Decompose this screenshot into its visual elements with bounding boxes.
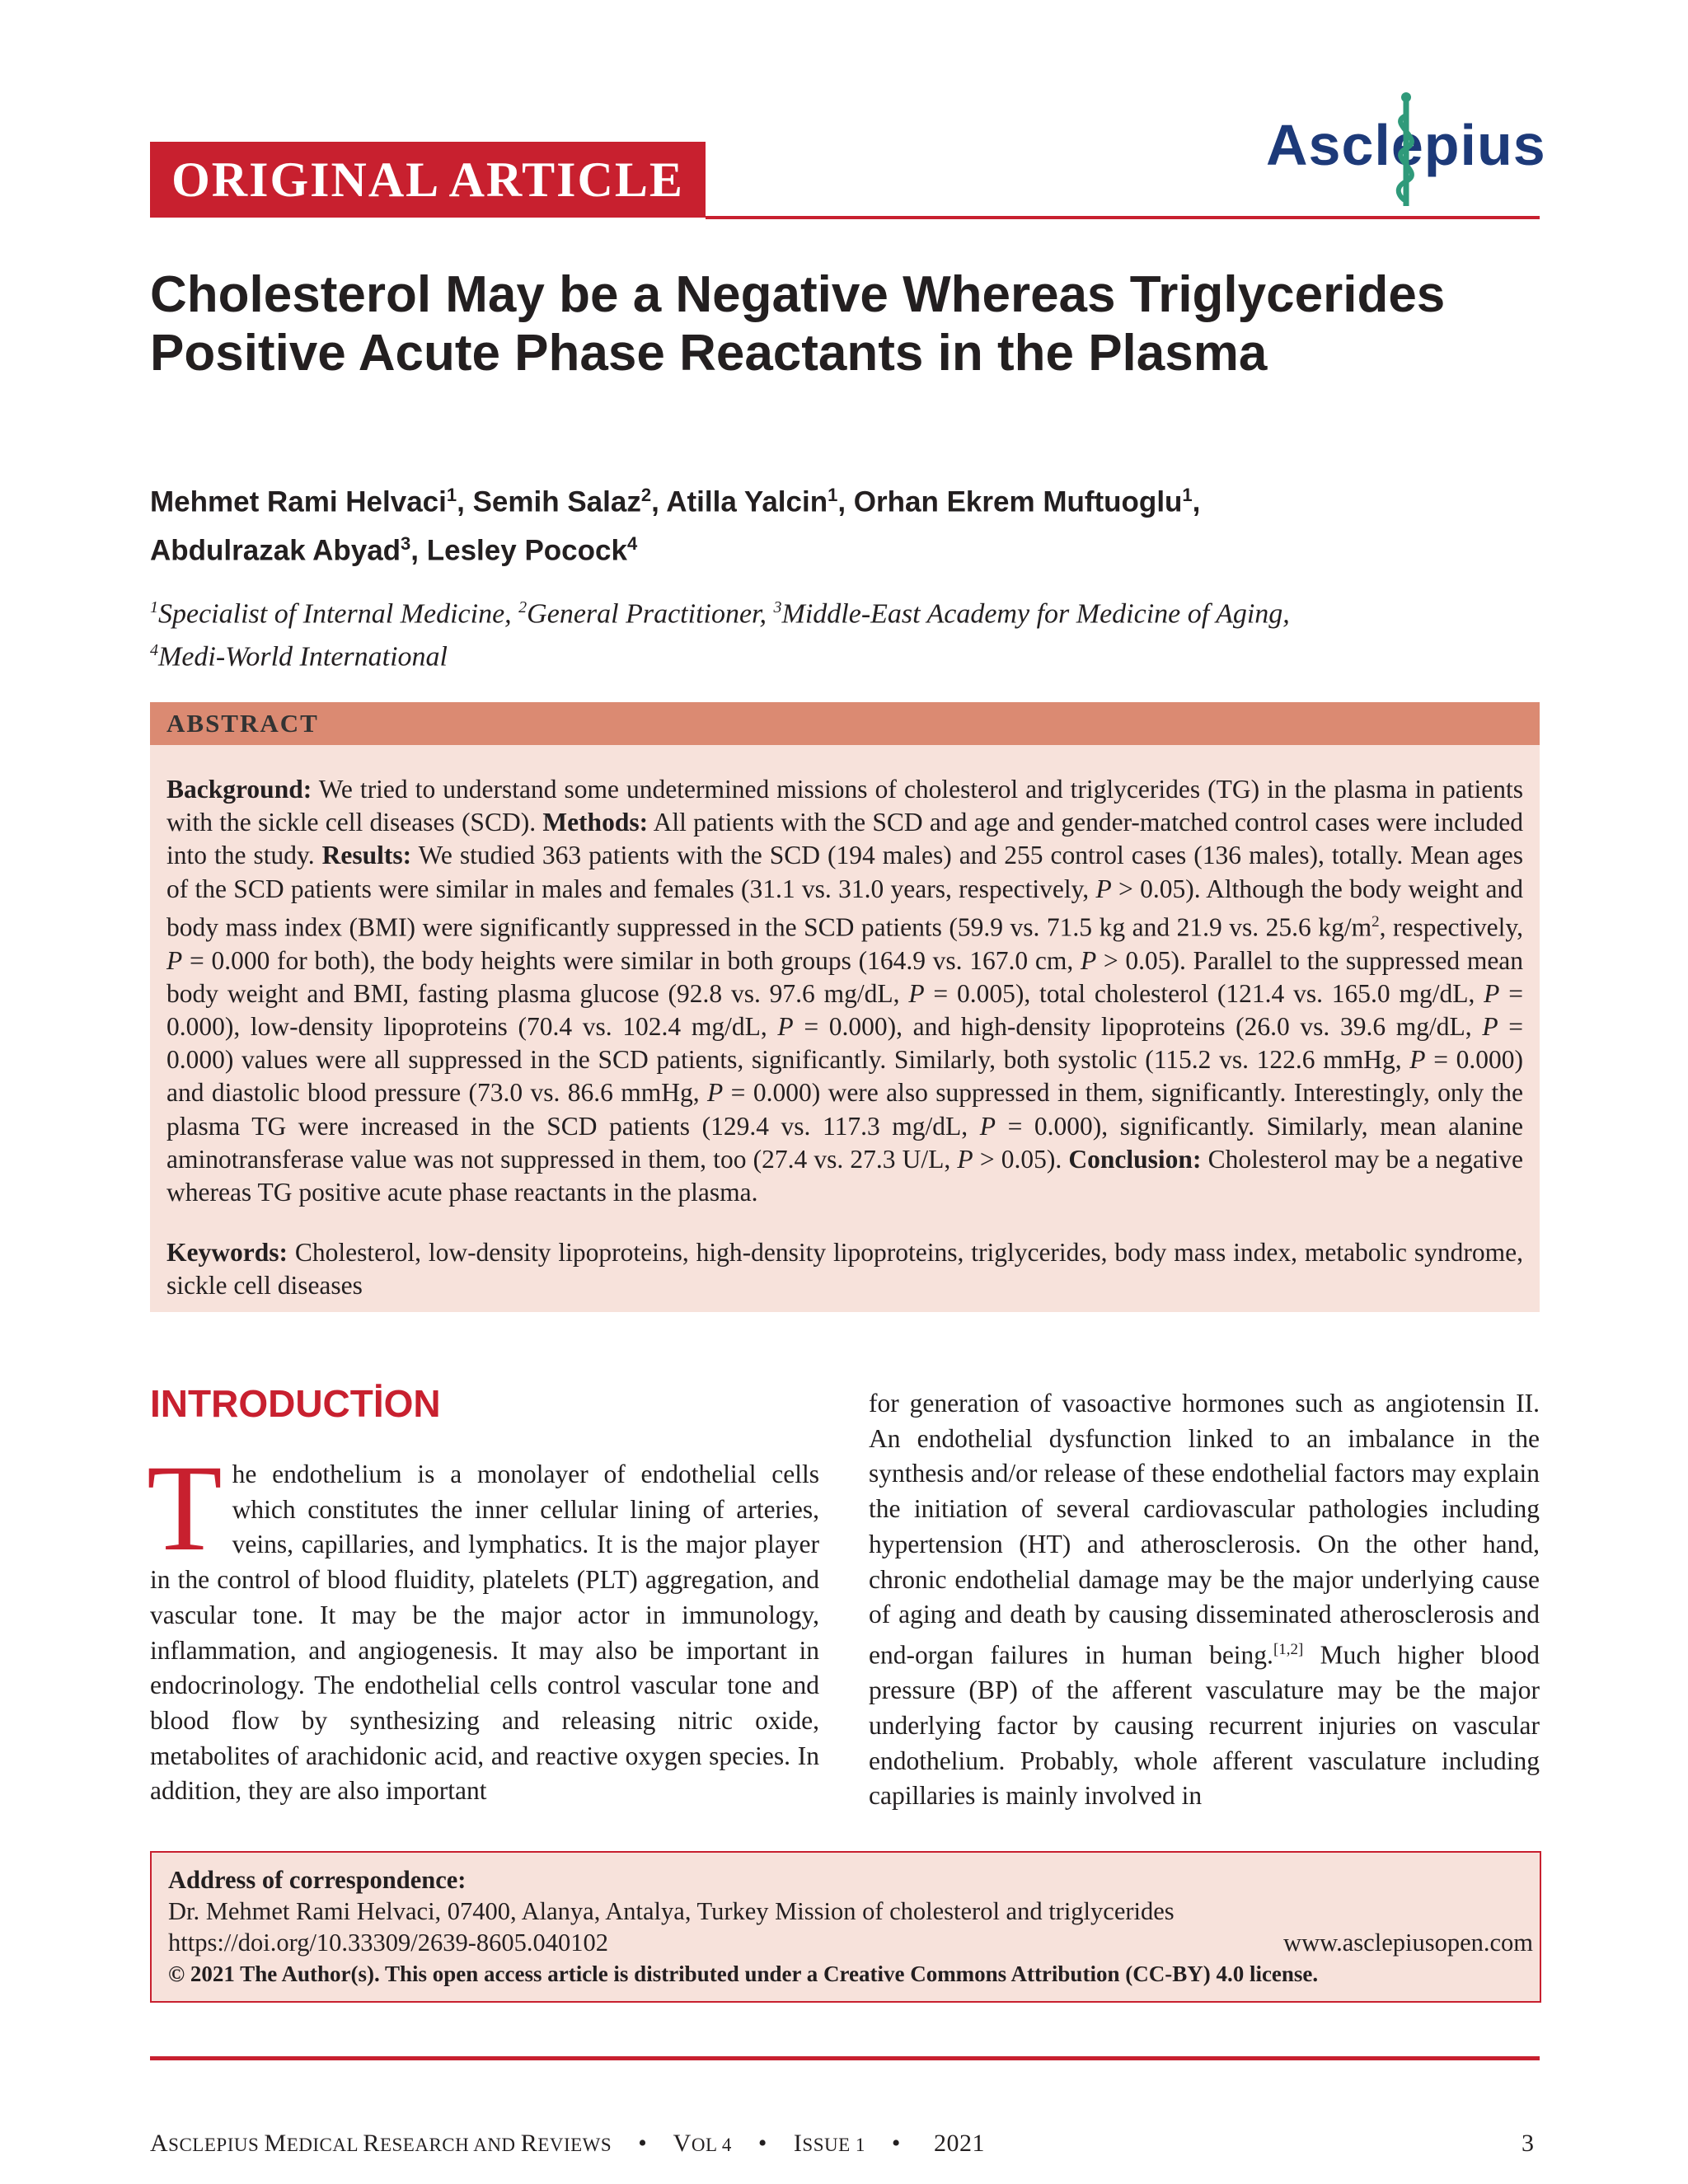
journal-name-part: R [363, 2130, 380, 2157]
footer-bullet: • [638, 2130, 648, 2157]
website-link[interactable]: www.asclepiusopen.com [1283, 1929, 1533, 1957]
p-symbol: P [979, 1111, 996, 1141]
journal-name-part: ESEARCH AND [379, 2135, 521, 2155]
results-text: = 0.000), low-density lipoproteins (70.4 vs. 102.4 mg/dL, [166, 978, 1524, 1041]
affil-sup: 2 [518, 598, 528, 616]
results-text: = 0.000), significantly. Similarly, mean alanine aminotransferase value was not suppressed in them, too (27.4 vs. 27.3 U/L, [166, 1111, 1523, 1174]
page-number: 3 [1522, 2130, 1534, 2157]
journal-footer [150, 2130, 985, 2158]
correspondence-box [150, 1851, 1541, 2003]
asclepius-logo [1266, 86, 1546, 209]
intro-right-column [869, 1386, 1540, 1814]
author-affil-sup: 1 [446, 485, 457, 505]
author-name: Lesley Pocock [426, 534, 627, 567]
p-symbol: P [1482, 1011, 1498, 1041]
intro-left-column [147, 1440, 819, 1809]
volume [673, 2130, 732, 2157]
affiliation: Medi-World International [158, 641, 448, 673]
journal-name-part: A [150, 2130, 169, 2157]
results-text: = 0.000 for both), the body heights were similar in both groups (164.9 vs. 167.0 cm, [189, 945, 1074, 975]
p-symbol: P [908, 978, 925, 1008]
affiliations [150, 589, 1551, 676]
affiliation: Middle-East Academy for Medicine of Aging, [781, 598, 1290, 630]
background-text: We tried to understand some undetermined missions of cholesterol and triglycerides (TG) in the plasma in patients with the sickle cell diseases (SCD). [166, 775, 1523, 837]
conclusion-label: Conclusion: [1068, 1144, 1202, 1174]
keywords-text: Cholesterol, low-density lipoproteins, high-density lipoproteins, triglycerides, body mass index, metabolic syndrome, sickle cell diseases [166, 1238, 1524, 1301]
correspondence-address: Dr. Mehmet Rami Helvaci, 07400, Alanya, Antalya, Turkey Mission of cholesterol and triglycerides [168, 1897, 1175, 1925]
correspondence-label: Address of correspondence: [168, 1866, 467, 1894]
journal-name-part: EVIEWS [537, 2135, 612, 2155]
results-text: We studied 363 patients with the SCD (194 males) and 255 control cases (136 males), totally. Mean ages of the SCD patients were similar in males and females (31.1 vs. 31.0 years, respectively, [166, 841, 1524, 903]
p-symbol: P [1409, 1045, 1426, 1075]
year: 2021 [933, 2130, 985, 2157]
author-affil-sup: 4 [626, 532, 638, 554]
issue [794, 2130, 865, 2157]
author-name: Abdulrazak Abyad [150, 534, 401, 567]
affil-sup: 1 [150, 598, 158, 616]
methods-label: Methods: [542, 808, 649, 837]
journal-name-part: M [264, 2130, 287, 2157]
author-name: Orhan Ekrem Muftuoglu [853, 485, 1183, 518]
author-affil-sup: 1 [828, 485, 838, 505]
author-affil-sup: 2 [640, 485, 652, 505]
footer-bullet: • [891, 2130, 901, 2157]
footer-bullet: • [757, 2130, 767, 2157]
volume-part: V [673, 2130, 692, 2157]
volume-part: OL 4 [691, 2135, 732, 2155]
article-title: Cholesterol May be a Negative Whereas Triglycerides Positive Acute Phase Reactants in the Plasma [150, 266, 1446, 382]
results-text: = 0.000), and high-density lipoproteins (26.0 vs. 39.6 mg/dL, [804, 1011, 1472, 1041]
results-text: > 0.05). [979, 1144, 1062, 1174]
conclusion-text: Cholesterol may be a negative whereas TG positive acute phase reactants in the plasma. [166, 1144, 1524, 1207]
superscript: 2 [1372, 912, 1380, 930]
article-type-banner: ORIGINAL ARTICLE [150, 142, 706, 218]
keywords [166, 1236, 1523, 1302]
abstract-heading [150, 702, 1540, 745]
issue-part: I [793, 2130, 803, 2157]
intro-paragraph: he endothelium is a monolayer of endothelial cells which constitutes the inner cellular lining of arteries, veins, capillaries, and lymphatics. It is the major player in the control of blood fluidity, platelets (PLT) aggregation, and vascular tone. It may be the major actor in immunology, inflammation, and angiogenesis. It may also be important in endocrinology. The endothelial cells control vascular tone and blood flow by synthesizing and releasing nitric oxide, metabolites of arachidonic acid, and reactive oxygen species. In addition, they are also important [150, 1460, 819, 1806]
author-affil-sup: 3 [401, 532, 411, 554]
logo-text: Asclepius [1266, 113, 1546, 177]
p-symbol: P [166, 945, 183, 975]
author-name: Semih Salaz [472, 485, 641, 518]
results-text: = 0.005), total cholesterol (121.4 vs. 165.0 mg/dL, [933, 978, 1475, 1008]
results-text: > 0.05). Although the body weight and body mass index (BMI) were significantly suppressed in the SCD patients (59.9 vs. 71.5 kg and 21.9 vs. 25.6 kg/m [166, 874, 1523, 942]
author-name: Mehmet Rami Helvaci [150, 485, 447, 518]
results-text: > 0.05). Parallel to the suppressed mean body weight and BMI, fasting plasma glucose (92.8 vs. 97.6 mg/dL, [166, 945, 1524, 1008]
issue-part: SSUE 1 [802, 2135, 865, 2155]
p-symbol: P [1484, 978, 1500, 1008]
p-symbol: P [777, 1011, 794, 1041]
citation-link[interactable]: [1,2] [1273, 1640, 1304, 1658]
author-name: Atilla Yalcin [666, 485, 828, 518]
doi-link[interactable]: https://doi.org/10.33309/2639-8605.040102 [168, 1929, 609, 1957]
results-text: , respectively, [1379, 912, 1523, 942]
intro-paragraph: for generation of vasoactive hormones such as angiotensin II. An endothelial dysfunction linked to an imbalance in the synthesis and/or release of these endothelial factors may explain the initiation of several cardiovascular pathologies including hypertension (HT) and atherosclerosis. On the other hand, chronic endothelial damage may be the major underlying cause of aging and death by causing disseminated atherosclerosis and end-organ failures in human being. [869, 1389, 1540, 1670]
journal-name-part: EDICAL [286, 2135, 363, 2155]
methods-text: All patients with the SCD and age and gender-matched control cases were included into the study. [166, 808, 1524, 870]
background-label: Background: [166, 775, 312, 804]
affil-sup: 3 [773, 598, 782, 616]
results-text: = 0.000) were also suppressed in them, significantly. Interestingly, only the plasma TG were increased in the SCD patients (129.4 vs. 117.3 mg/dL, [166, 1078, 1524, 1141]
journal-name [150, 2130, 612, 2157]
author-list: Mehmet Rami Helvaci$^1$, Semih Salaz$^2$, Atilla Yalcin$^1$, Orhan Ekrem Muftuoglu$^1$, Abdulrazak Abyad$^3$, Lesley Pocock$^4$ [150, 485, 1201, 567]
abstract-heading-label: ABSTRACT [166, 709, 319, 738]
drop-cap: T [147, 1440, 223, 1577]
journal-name-part: R [520, 2130, 538, 2157]
affiliation: Specialist of Internal Medicine, [158, 598, 519, 630]
header-rule [706, 216, 1540, 219]
p-symbol: P [957, 1144, 973, 1174]
keywords-label: Keywords: [166, 1238, 288, 1267]
license-text: © 2021 The Author(s). This open access article is distributed under a Creative Commons Attribution (CC-BY) 4.0 license. [168, 1961, 1319, 1986]
caduceus-icon [1381, 91, 1431, 210]
p-symbol: P [707, 1078, 724, 1108]
section-heading-introduction: INTRODUCTİON [150, 1382, 441, 1425]
affil-sup: 4 [150, 641, 158, 660]
abstract-text [166, 773, 1523, 1209]
footer-rule [150, 2056, 1540, 2060]
journal-name-part: SCLEPIUS [168, 2135, 265, 2155]
intro-paragraph: Much higher blood pressure (BP) of the afferent vasculature may be the major underlying factor by causing recurrent injuries on vascular endothelium. Probably, whole afferent vasculature including capillaries is mainly involved in [869, 1640, 1540, 1811]
author-affil-sup: 1 [1182, 485, 1193, 505]
p-symbol: P [1080, 945, 1097, 975]
p-symbol: P [1095, 874, 1112, 903]
affiliation: General Practitioner, [527, 598, 774, 630]
results-label: Results: [321, 841, 412, 870]
results-text: = 0.000) values were all suppressed in the SCD patients, significantly. Similarly, both systolic (115.2 vs. 122.6 mmHg, [166, 1011, 1524, 1075]
results-text: = 0.000) and diastolic blood pressure (73.0 vs. 86.6 mmHg, [166, 1045, 1524, 1108]
